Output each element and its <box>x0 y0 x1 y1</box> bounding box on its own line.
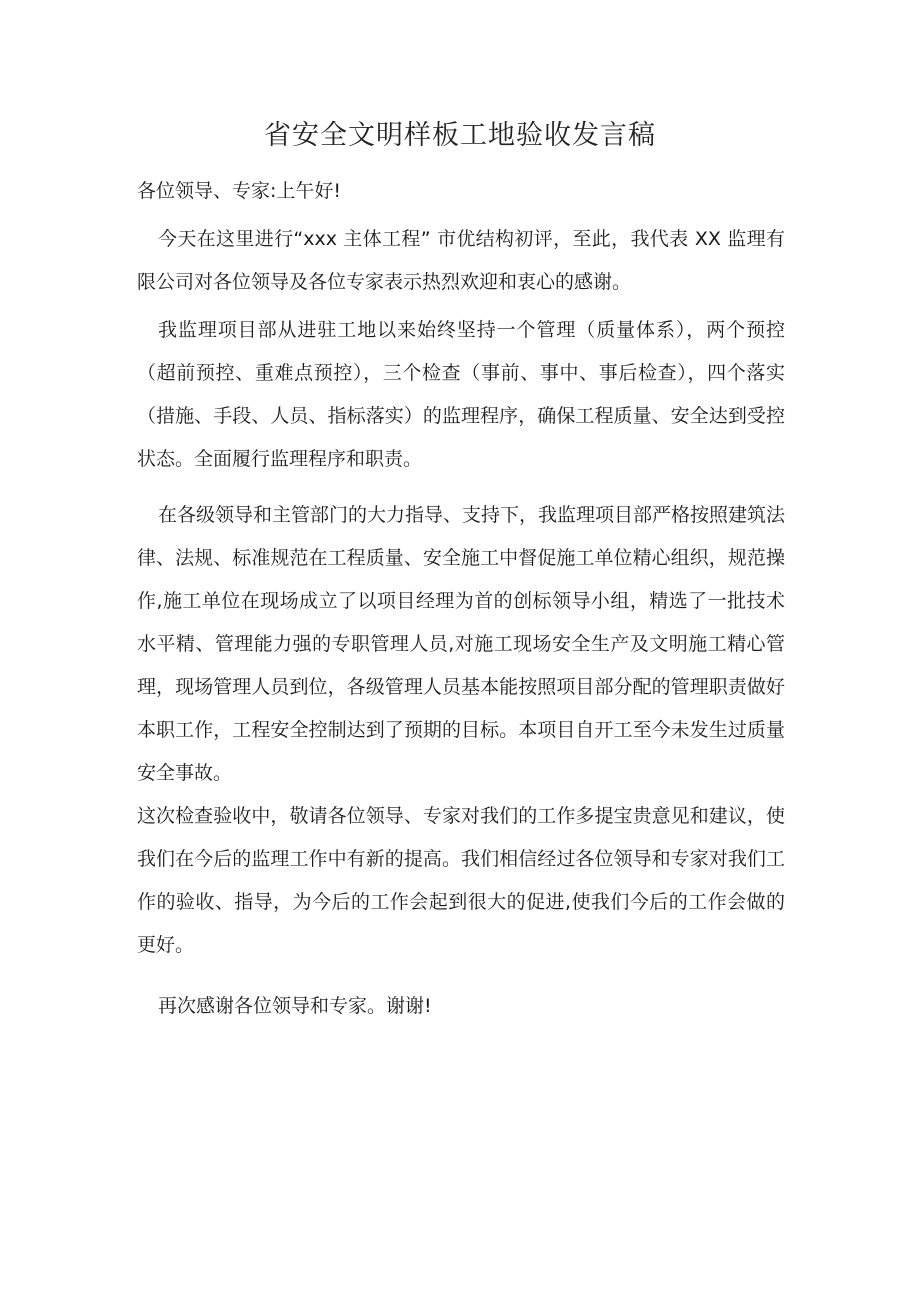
document-title: 省安全文明样板工地验收发言稿 <box>264 120 656 151</box>
paragraph-request: 这次检查验收中，敬请各位领导、专家对我们的工作多提宝贵意见和建议，使我们在今后的监理工作中有新的提高。我们相信经过各位领导和专家对我们工作的验收、指导，为今后的工作会起到很大的促进,使我们今后的工作会做的更好。 <box>137 805 785 956</box>
greeting-line: 各位领导、专家:上午好! <box>137 180 342 202</box>
paragraph-intro: 今天在这里进行“xxx 主体工程” 市优结构初评，至此，我代表 XX 监理有限公司对各位领导及各位专家表示热烈欢迎和衷心的感谢。 <box>137 228 785 293</box>
document-body <box>137 170 785 1028</box>
paragraph-management: 在各级领导和主管部门的大力指导、支持下，我监理项目部严格按照建筑法律、法规、标准规范在工程质量、安全施工中督促施工单位精心组织，规范操作,施工单位在现场成立了以项目经理为首的创标领导小组，精选了一批技术水平精、管理能力强的专职管理人员,对施工现场安全生产及文明施工精心管理，现场管理人员到位，各级管理人员基本能按照项目部分配的管理职责做好本职工作，工程安全控制达到了预期的目标。本项目自开工至今未发生过质量安全事故。 <box>137 504 786 784</box>
paragraph-procedure: 我监理项目部从进驻工地以来始终坚持一个管理（质量体系），两个预控（超前预控、重难点预控），三个检查（事前、事中、事后检查），四个落实（措施、手段、人员、指标落实）的监理程序，确保工程质量、安全达到受控状态。全面履行监理程序和职责。 <box>137 319 785 470</box>
closing-line: 再次感谢各位领导和专家。谢谢! <box>158 995 432 1017</box>
